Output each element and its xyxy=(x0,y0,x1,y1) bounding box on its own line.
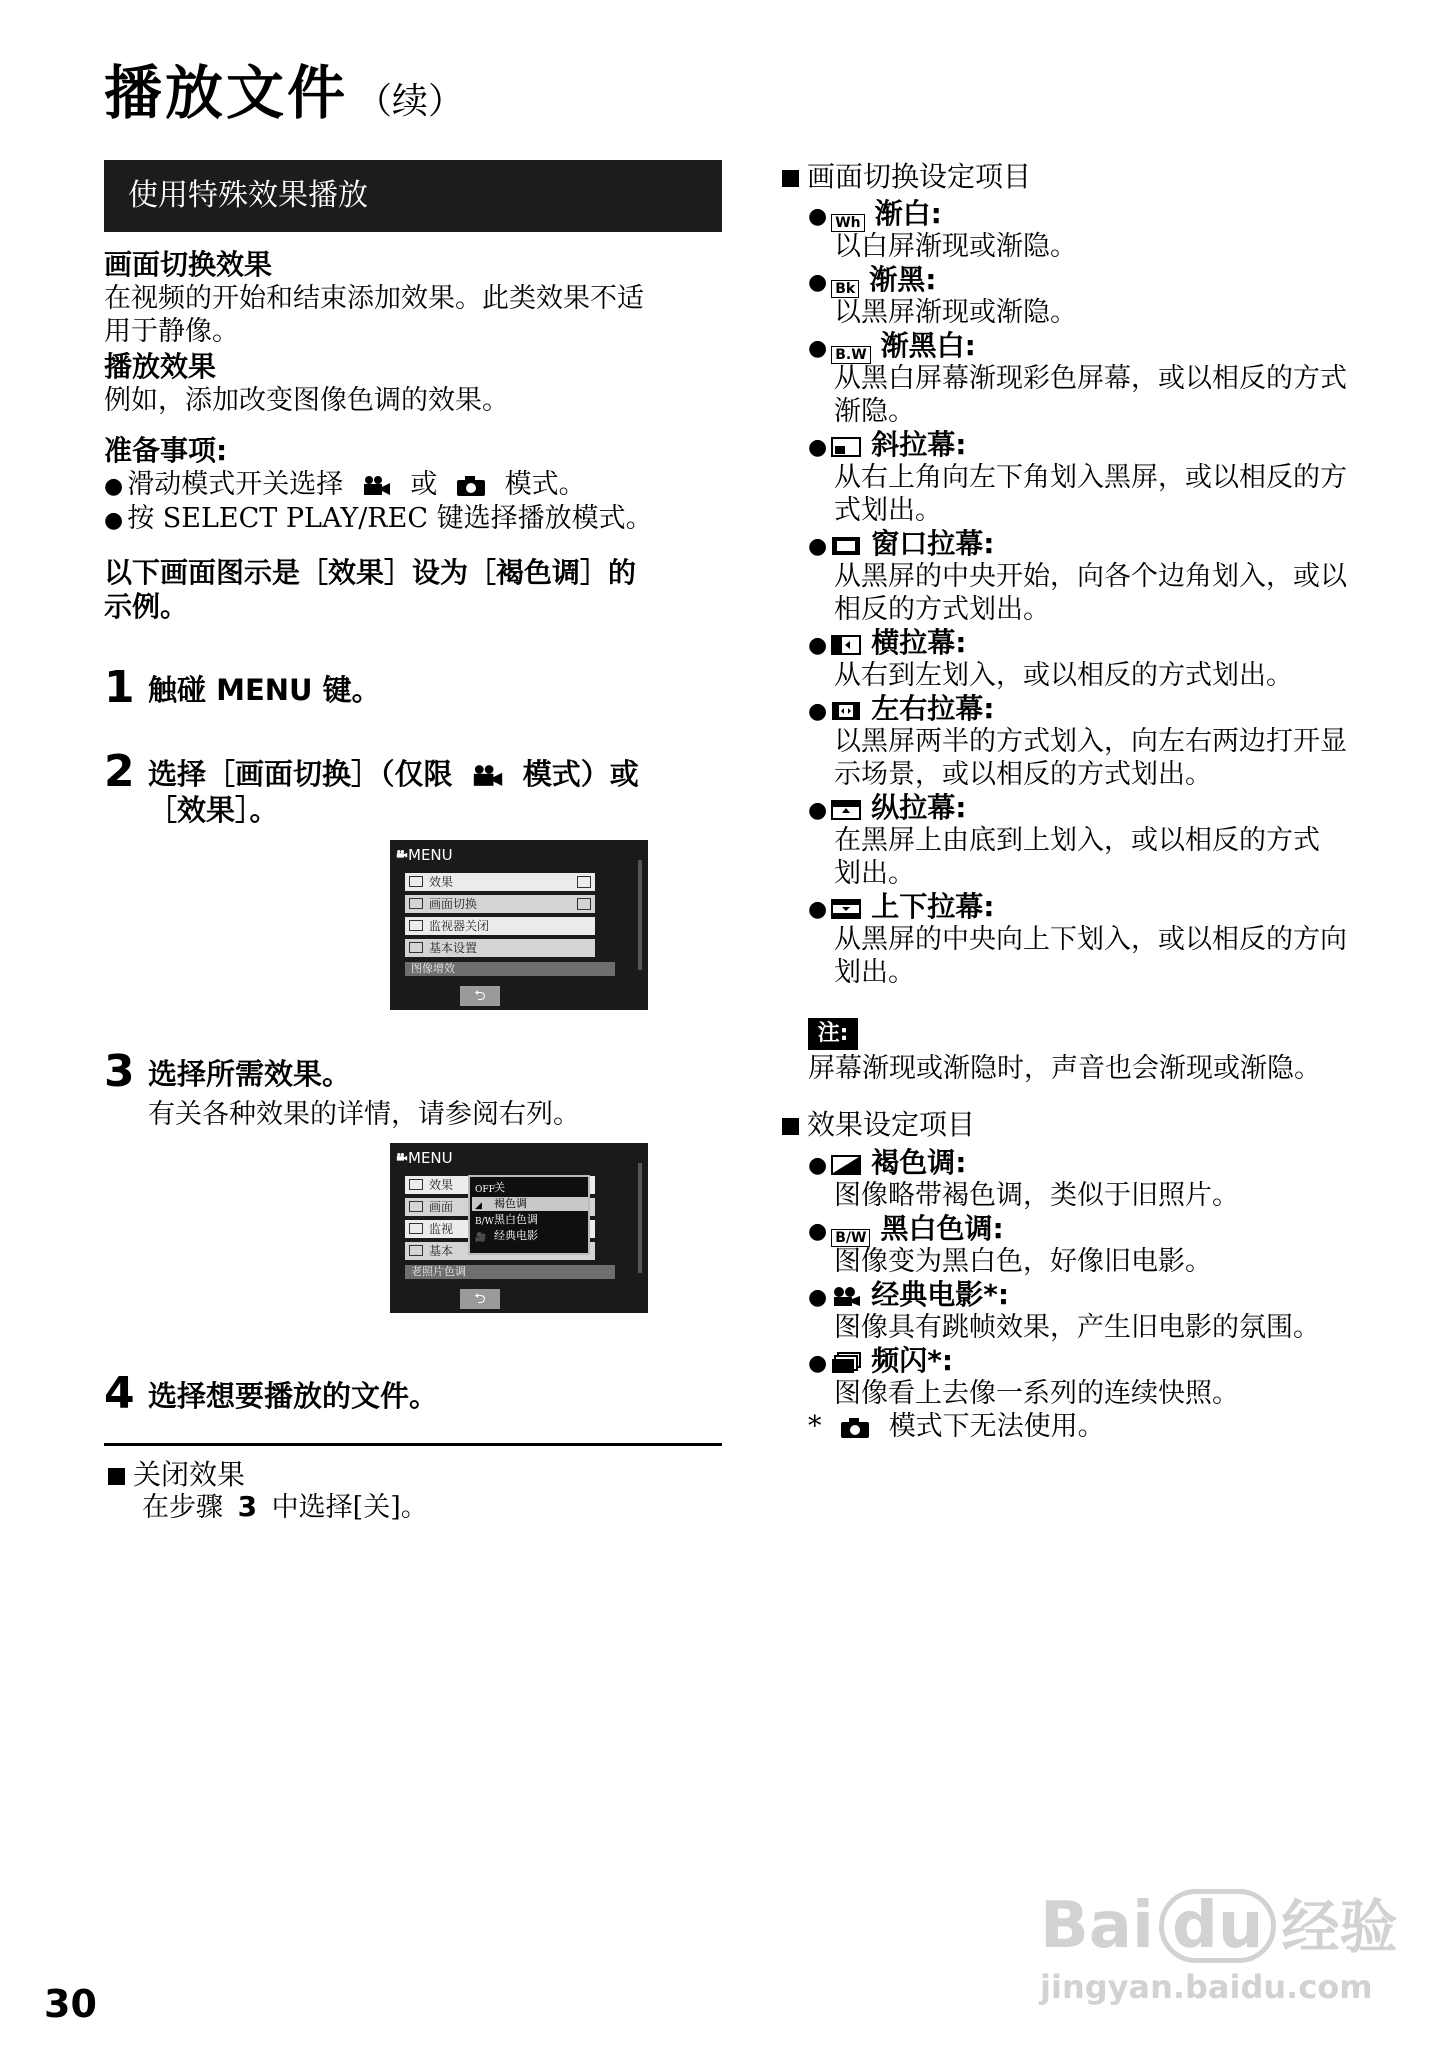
item-description: 图像变为黑白色，好像旧电影。 xyxy=(834,1246,1212,1277)
item-description: 从黑屏的中央开始，向各个边角划入，或以 xyxy=(834,561,1347,592)
section-heading: 使用特殊效果播放 xyxy=(104,160,722,232)
menu-item-transition: 画面切换 xyxy=(405,895,595,913)
item-description: 从右上角向左下角划入黑屏，或以相反的方 xyxy=(834,462,1347,493)
playback-effect-text: 例如，添加改变图像色调的效果。 xyxy=(104,385,509,416)
item-name: 经典电影*: xyxy=(871,1278,1010,1311)
bullet-icon: ● xyxy=(808,1219,828,1244)
bullet-icon: ● xyxy=(808,1285,828,1310)
bullet-icon: ● xyxy=(104,508,124,533)
item-name: 渐黑: xyxy=(869,263,937,296)
item-name: 斜拉幕: xyxy=(871,428,967,461)
menu-screenshot-2 xyxy=(390,1143,648,1313)
transition-settings-title: 画面切换设定项目 xyxy=(782,160,1031,194)
bullet-icon: ● xyxy=(808,633,828,658)
square-bullet-icon xyxy=(108,1468,125,1485)
playback-effect-heading: 播放效果 xyxy=(104,350,217,383)
item-name: 频闪*: xyxy=(871,1344,954,1377)
bullet-icon: ● xyxy=(104,474,124,499)
item-description: 划出。 xyxy=(834,858,915,889)
effect-icon xyxy=(409,876,423,887)
menu-item-effect: 效果 xyxy=(405,1176,595,1194)
menu-footer: 图像增效 xyxy=(405,962,615,976)
video-camera-icon xyxy=(396,849,408,859)
watermark-url: jingyan.baidu.com xyxy=(1040,1968,1373,2006)
example-note-line-1: 以下画面图示是［效果］设为［褐色调］的 xyxy=(104,556,637,589)
item-description: 示场景，或以相反的方式划出。 xyxy=(834,759,1212,790)
effect-popup xyxy=(468,1175,590,1255)
square-bullet-icon xyxy=(782,170,799,187)
item-description: 以白屏渐现或渐隐。 xyxy=(834,231,1077,262)
item-description: 从右到左划入，或以相反的方式划出。 xyxy=(834,660,1293,691)
bk-icon: Bk xyxy=(831,267,859,301)
off-badge-icon xyxy=(577,876,591,888)
sepia-icon: ◢ xyxy=(475,1201,482,1211)
item-description: 从黑白屏幕渐现彩色屏幕，或以相反的方式 xyxy=(834,363,1347,394)
menu-item-monitor-off: 监视 xyxy=(405,1220,595,1238)
menu-title: MENU xyxy=(408,846,453,864)
transition-effect-heading: 画面切换效果 xyxy=(104,248,273,281)
film-camera-icon: 🎥 xyxy=(475,1233,487,1243)
preparation-heading: 准备事项: xyxy=(104,434,228,467)
bullet-icon: ● xyxy=(808,1153,828,1178)
bullet-icon: ● xyxy=(808,1351,828,1376)
item-description: 以黑屏两半的方式划入，向左右两边打开显 xyxy=(834,726,1347,757)
divider xyxy=(104,1443,722,1446)
preparation-item-1: ● 滑动模式开关选择 或 模式。 xyxy=(104,469,586,500)
bw-icon: B.W xyxy=(831,333,870,367)
item-description: 划出。 xyxy=(834,957,915,988)
item-name: 渐黑白: xyxy=(880,329,976,362)
page-title-suffix: （续） xyxy=(356,81,465,122)
item-name: 横拉幕: xyxy=(871,626,967,659)
back-icon: ⮌ xyxy=(460,986,500,1006)
item-name: 左右拉幕: xyxy=(871,692,995,725)
bullet-icon: ● xyxy=(808,534,828,559)
transition-icon xyxy=(409,898,423,909)
item-description: 图像具有跳帧效果，产生旧电影的氛围。 xyxy=(834,1312,1320,1343)
turn-off-effect-heading: 关闭效果 xyxy=(108,1458,245,1492)
preparation-item-2: ● 按 SELECT PLAY/REC 键选择播放模式。 xyxy=(104,503,653,534)
square-bullet-icon xyxy=(782,1118,799,1135)
video-camera-icon xyxy=(396,1152,408,1162)
video-camera-icon xyxy=(362,475,392,497)
page-number: 30 xyxy=(44,1982,97,2026)
bullet-icon: ● xyxy=(808,798,828,823)
popup-item-sepia: ◢ 褐色调 xyxy=(472,1197,588,1211)
turn-off-effect-text: 在步骤 3 中选择[关]。 xyxy=(142,1490,428,1523)
step-4-text: 选择想要播放的文件。 xyxy=(148,1379,439,1413)
note-label: 注: xyxy=(808,1018,858,1050)
effect-icon xyxy=(409,1179,423,1190)
item-description: 以黑屏渐现或渐隐。 xyxy=(834,297,1077,328)
popup-item-monotone: B/W 黑白色调 xyxy=(475,1213,538,1227)
transition-effect-text-2: 用于静像。 xyxy=(104,316,239,347)
still-camera-icon xyxy=(456,475,486,497)
wrench-icon xyxy=(409,1245,423,1256)
item-description: 在黑屏上由底到上划入，或以相反的方式 xyxy=(834,825,1320,856)
item-name: 黑白色调: xyxy=(880,1212,1004,1245)
step-2-text: 选择［画面切换］（仅限 模式）或 xyxy=(148,757,639,791)
item-name: 纵拉幕: xyxy=(871,791,967,824)
monitor-icon xyxy=(409,1223,423,1234)
off-badge-icon xyxy=(577,898,591,910)
item-description: 从黑屏的中央向上下划入，或以相反的方向 xyxy=(834,924,1347,955)
bullet-icon: ● xyxy=(808,204,828,229)
page-title: 播放文件 （续） xyxy=(104,59,465,127)
item-description: 相反的方式划出。 xyxy=(834,594,1050,625)
video-camera-icon xyxy=(471,764,505,788)
back-icon: ⮌ xyxy=(460,1289,500,1309)
menu-item-transition: 画面 xyxy=(405,1198,595,1216)
transition-icon xyxy=(409,1201,423,1212)
bw-icon: B/W xyxy=(475,1217,494,1227)
step-1-text: 触碰 MENU 键。 xyxy=(148,673,381,707)
wh-icon: Wh xyxy=(831,201,864,235)
example-note-line-2: 示例。 xyxy=(104,590,189,623)
item-description: 式划出。 xyxy=(834,495,942,526)
bullet-icon: ● xyxy=(808,435,828,460)
bullet-icon: ● xyxy=(808,699,828,724)
item-description: 图像略带褐色调，类似于旧照片。 xyxy=(834,1180,1239,1211)
bullet-icon: ● xyxy=(808,897,828,922)
menu-item-effect: 效果 xyxy=(405,873,595,891)
menu-scrollbar xyxy=(638,1163,642,1273)
bullet-icon: ● xyxy=(808,270,828,295)
item-name: 褐色调: xyxy=(871,1146,967,1179)
note-text: 屏幕渐现或渐隐时，声音也会渐现或渐隐。 xyxy=(808,1053,1321,1084)
transition-effect-text-1: 在视频的开始和结束添加效果。此类效果不适 xyxy=(104,283,644,314)
step-3-number: 3 xyxy=(104,1046,135,1097)
popup-item-classic-film: 🎥 经典电影 xyxy=(475,1229,538,1243)
menu-title: MENU xyxy=(408,1149,453,1167)
item-description: 渐隐。 xyxy=(834,396,915,427)
menu-item-monitor-off: 监视器关闭 xyxy=(405,917,595,935)
bullet-icon: ● xyxy=(808,336,828,361)
step-2-number: 2 xyxy=(104,746,135,797)
monitor-icon xyxy=(409,920,423,931)
step-1-number: 1 xyxy=(104,662,135,713)
menu-screenshot-1 xyxy=(390,840,648,1010)
effect-settings-title: 效果设定项目 xyxy=(782,1108,975,1142)
item-name: 窗口拉幕: xyxy=(871,527,995,560)
still-camera-icon xyxy=(840,1417,870,1439)
step-2-text-line-2: ［效果］。 xyxy=(148,793,279,827)
item-name: 渐白: xyxy=(874,197,942,230)
step-3-detail: 有关各种效果的详情，请参阅右列。 xyxy=(148,1099,580,1130)
baidu-watermark: Bai du 经验 xyxy=(1040,1889,1398,1963)
step-4-number: 4 xyxy=(104,1368,135,1419)
menu-item-basic-settings: 基本设置 xyxy=(405,939,595,957)
bw-icon: B/W xyxy=(831,1216,870,1250)
item-name: 上下拉幕: xyxy=(871,890,995,923)
menu-scrollbar xyxy=(638,860,642,970)
item-description: 图像看上去像一系列的连续快照。 xyxy=(834,1378,1239,1409)
footnote: * 模式下无法使用。 xyxy=(808,1411,1105,1442)
popup-item-off: OFF 关 xyxy=(475,1181,505,1195)
menu-footer: 老照片色调 xyxy=(405,1265,615,1279)
wrench-icon xyxy=(409,942,423,953)
off-icon: OFF xyxy=(475,1185,495,1195)
menu-item-basic-settings: 基本 xyxy=(405,1242,595,1260)
step-3-text: 选择所需效果。 xyxy=(148,1057,352,1091)
